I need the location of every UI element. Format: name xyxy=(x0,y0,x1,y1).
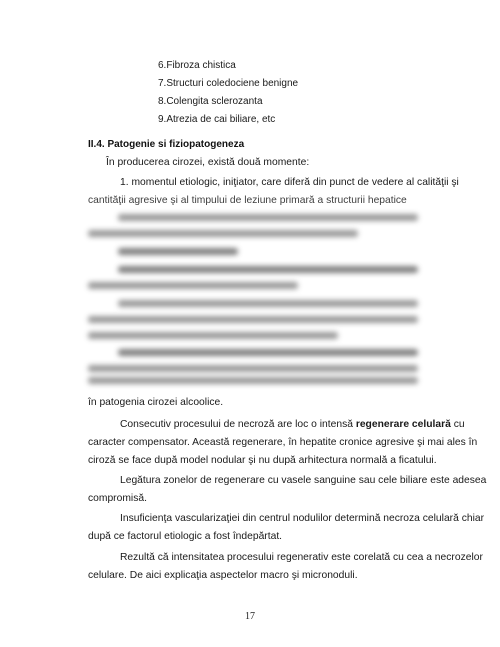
emphasis-regenerare: regenerare celulară xyxy=(355,419,451,430)
list-item-1-line: 1. momentul etiologic, iniţiator, care diferă din punct de vedere al calităţii şi xyxy=(120,177,459,188)
paragraph-line: celulare. De aici explicaţia aspectelor macro şi micronoduli. xyxy=(88,570,358,581)
list-item: 8.Colengita sclerozanta xyxy=(158,96,263,107)
page-number: 17 xyxy=(245,611,255,622)
list-item: 9.Atrezia de cai biliare, etc xyxy=(158,114,276,125)
paragraph-line: în patogenia cirozei alcoolice. xyxy=(88,397,224,408)
list-item-1-line: cantităţii agresive şi al timpului de leziune primară a structurii hepatice xyxy=(88,195,407,206)
paragraph-line: ciroză se face după model nodular şi nu după arhitectura normală a ficatului. xyxy=(88,455,437,466)
paragraph-line: Insuficienţa vascularizaţiei din centrul nodulilor determină necroza celulară chiar xyxy=(120,513,485,524)
blurred-text-block xyxy=(86,206,422,382)
paragraph-line: Consecutiv procesului de necroză are loc o intensă regenerare celulară cu xyxy=(120,419,465,430)
section-heading: II.4. Patogenie si fiziopatogeneza xyxy=(88,139,245,150)
paragraph-line: după ce factorul etiologic a fost îndepărtat. xyxy=(88,531,283,542)
list-item: 7.Structuri coledociene benigne xyxy=(158,78,299,89)
paragraph-line: Rezultă că intensitatea procesului regenerativ este corelată cu cea a necrozelor xyxy=(120,552,483,563)
paragraph-line: Legătura zonelor de regenerare cu vasele sanguine sau cele biliare este adesea xyxy=(120,475,487,486)
paragraph-line: caracter compensator. Această regenerare, în hepatite cronice agresive şi mai ales în xyxy=(88,437,478,448)
paragraph-intro: În producerea cirozei, există două momente: xyxy=(106,157,310,168)
paragraph-line: compromisă. xyxy=(88,493,147,504)
list-item: 6.Fibroza chistica xyxy=(158,60,236,71)
